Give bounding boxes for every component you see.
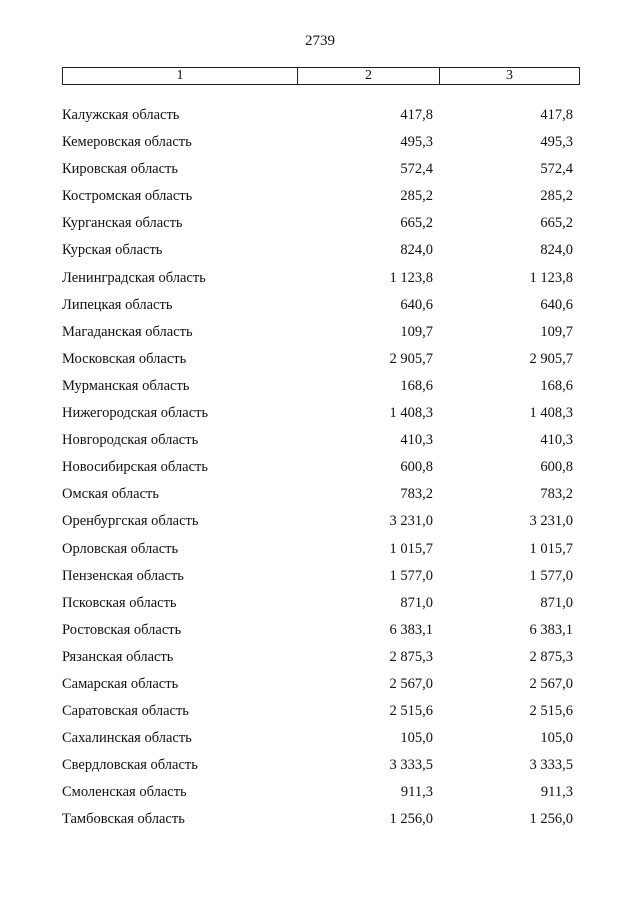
table-row [0, 295, 640, 322]
value-col-3: 2 905,7 [529, 350, 573, 367]
table-row [0, 755, 640, 782]
value-col-3: 1 015,7 [529, 540, 573, 557]
value-col-3: 6 383,1 [529, 621, 573, 638]
value-col-2: 783,2 [400, 486, 433, 503]
table-row [0, 809, 640, 836]
table-row [0, 240, 640, 267]
table-row [0, 593, 640, 620]
value-col-2: 600,8 [400, 459, 433, 476]
value-col-2: 6 383,1 [389, 621, 433, 638]
table-row [0, 701, 640, 728]
value-col-3: 1 123,8 [529, 269, 573, 286]
page-number: 2739 [305, 33, 335, 49]
region-name: Магаданская область [62, 323, 193, 340]
value-col-3: 1 408,3 [529, 405, 573, 422]
value-col-3: 824,0 [540, 242, 573, 259]
value-col-3: 2 875,3 [529, 648, 573, 665]
value-col-2: 1 015,7 [389, 540, 433, 557]
value-col-2: 3 231,0 [389, 513, 433, 530]
table-row [0, 213, 640, 240]
value-col-2: 285,2 [400, 188, 433, 205]
table-row [0, 782, 640, 809]
value-col-3: 640,6 [540, 296, 573, 313]
table-row [0, 132, 640, 159]
table-row [0, 159, 640, 186]
region-name: Оренбургская область [62, 513, 199, 530]
region-name: Тамбовская область [62, 811, 185, 828]
region-name: Смоленская область [62, 784, 187, 801]
region-name: Сахалинская область [62, 730, 192, 747]
value-col-2: 1 256,0 [389, 811, 433, 828]
value-col-2: 2 905,7 [389, 350, 433, 367]
value-col-2: 2 875,3 [389, 648, 433, 665]
value-col-3: 2 567,0 [529, 675, 573, 692]
value-col-3: 665,2 [540, 215, 573, 232]
value-col-3: 911,3 [540, 784, 573, 801]
region-name: Пензенская область [62, 567, 184, 584]
table-row [0, 566, 640, 593]
table-row [0, 430, 640, 457]
value-col-2: 168,6 [400, 377, 433, 394]
table-row [0, 105, 640, 132]
region-name: Саратовская область [62, 703, 189, 720]
value-col-3: 1 577,0 [529, 567, 573, 584]
value-col-2: 109,7 [400, 323, 433, 340]
table-row [0, 457, 640, 484]
value-col-2: 495,3 [400, 134, 433, 151]
value-col-3: 417,8 [540, 107, 573, 123]
table-row [0, 674, 640, 701]
region-name: Курская область [62, 242, 163, 259]
table-row [0, 376, 640, 403]
value-col-2: 3 333,5 [389, 757, 433, 774]
table-header [62, 67, 580, 85]
value-col-2: 911,3 [400, 784, 433, 801]
header-col-1: 1 [63, 68, 298, 84]
table-row [0, 539, 640, 566]
value-col-2: 665,2 [400, 215, 433, 232]
region-name: Липецкая область [62, 296, 173, 313]
region-name: Новгородская область [62, 432, 199, 449]
value-col-3: 871,0 [540, 594, 573, 611]
value-col-2: 2 567,0 [389, 675, 433, 692]
value-col-2: 640,6 [400, 296, 433, 313]
header-col-3: 3 [506, 68, 513, 83]
table-row [0, 186, 640, 213]
region-name: Кировская область [62, 161, 179, 178]
region-name: Псковская область [62, 594, 177, 611]
table-row [0, 403, 640, 430]
header-col-2: 2 [298, 68, 440, 84]
region-name: Калужская область [62, 107, 180, 123]
region-name: Курганская область [62, 215, 183, 232]
value-col-3: 109,7 [540, 323, 573, 340]
region-name: Свердловская область [62, 757, 198, 774]
value-col-3: 2 515,6 [529, 703, 573, 720]
table-row [0, 484, 640, 511]
table-row [0, 728, 640, 755]
region-name: Ленинградская область [62, 269, 206, 286]
value-col-2: 410,3 [400, 432, 433, 449]
value-col-3: 168,6 [540, 377, 573, 394]
value-col-3: 410,3 [540, 432, 573, 449]
region-name: Рязанская область [62, 648, 174, 665]
region-name: Омская область [62, 486, 159, 503]
value-col-3: 600,8 [540, 459, 573, 476]
region-name: Костромская область [62, 188, 193, 205]
value-col-2: 1 123,8 [389, 269, 433, 286]
region-name: Самарская область [62, 675, 179, 692]
table-row [0, 511, 640, 538]
region-name: Мурманская область [62, 377, 190, 394]
region-name: Нижегородская область [62, 405, 209, 422]
value-col-2: 2 515,6 [389, 703, 433, 720]
value-col-2: 1 577,0 [389, 567, 433, 584]
value-col-2: 572,4 [400, 161, 433, 178]
region-name: Орловская область [62, 540, 179, 557]
value-col-3: 105,0 [540, 730, 573, 747]
value-col-3: 783,2 [540, 486, 573, 503]
region-name: Кемеровская область [62, 134, 192, 151]
value-col-3: 495,3 [540, 134, 573, 151]
value-col-2: 1 408,3 [389, 405, 433, 422]
value-col-3: 3 333,5 [529, 757, 573, 774]
region-name: Ростовская область [62, 621, 182, 638]
value-col-2: 105,0 [400, 730, 433, 747]
value-col-2: 824,0 [400, 242, 433, 259]
value-col-3: 3 231,0 [529, 513, 573, 530]
region-name: Московская область [62, 350, 187, 367]
value-col-3: 572,4 [540, 161, 573, 178]
value-col-3: 285,2 [540, 188, 573, 205]
table-row [0, 322, 640, 349]
table-row [0, 647, 640, 674]
value-col-2: 871,0 [400, 594, 433, 611]
table-row [0, 268, 640, 295]
value-col-3: 1 256,0 [529, 811, 573, 828]
table-row [0, 620, 640, 647]
value-col-2: 417,8 [400, 107, 433, 123]
region-name: Новосибирская область [62, 459, 208, 476]
table-body [0, 105, 640, 837]
table-row [0, 349, 640, 376]
